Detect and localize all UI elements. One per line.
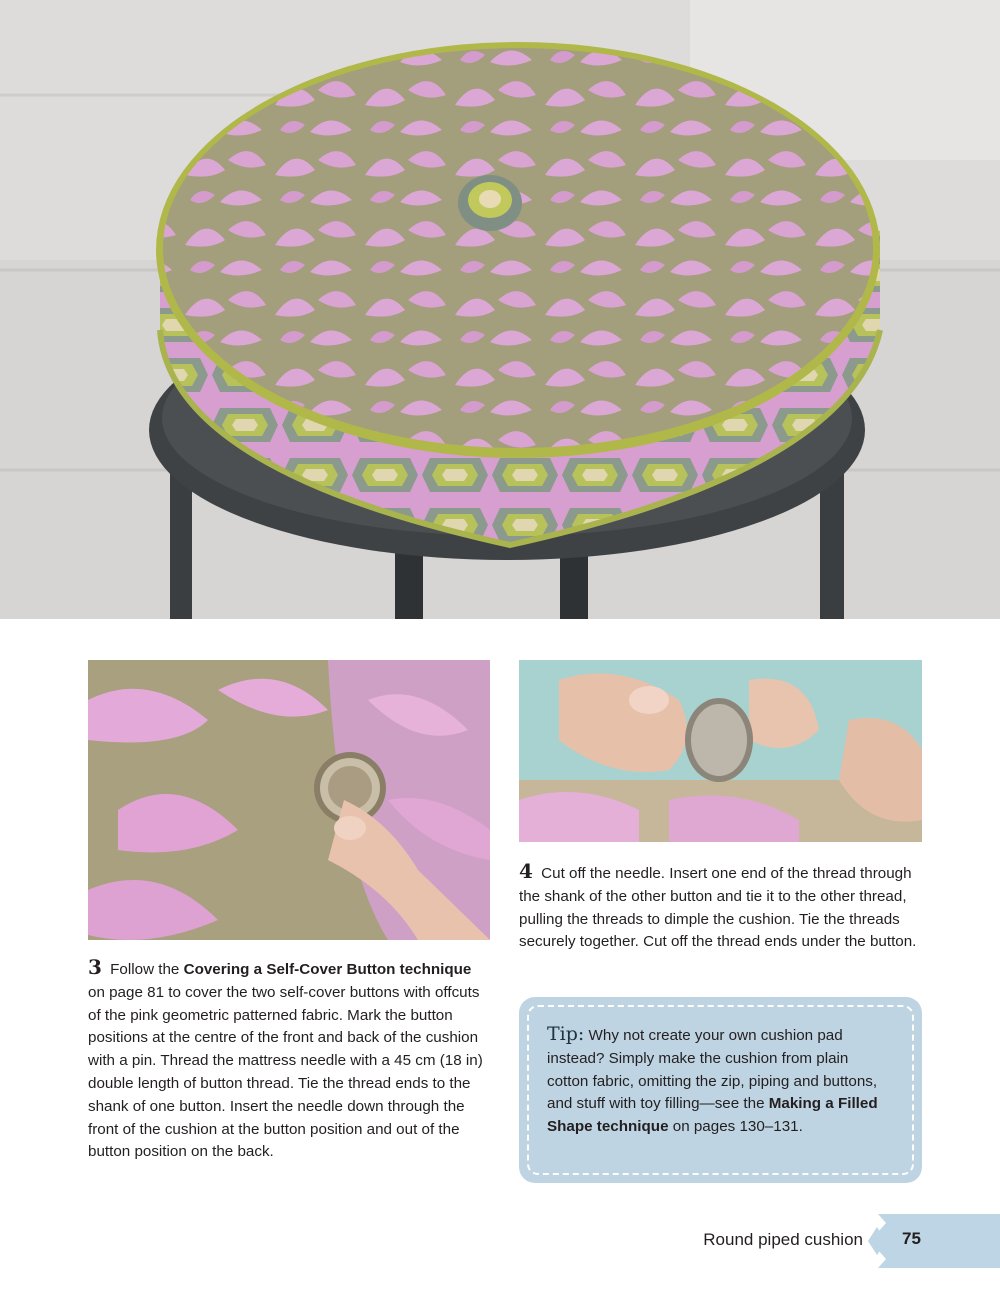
tip-label: Tip:: [547, 1023, 585, 1045]
step4-photo: [519, 660, 922, 842]
tying-thread-image: [519, 660, 922, 842]
step-4-instructions: [519, 860, 929, 954]
hero-photo: [0, 0, 1000, 619]
technique-reference: Covering a Self-Cover Button technique: [183, 961, 472, 978]
step-3-instructions: [88, 956, 490, 1164]
step-text: on page 81 to cover the two self-cover buttons with offcuts of the pink geometric patterned fabric. Mark the button positions at the centre of the front and back of the cushion with a pin. Thread the mattress needle with a 45 cm (18 in) double length of button thread. Tie the thread ends to the shank of one button. Insert the needle down through the front of the cushion at the button position and out of the button position on the back.: [88, 983, 483, 1161]
cushion-on-stool-image: [0, 0, 1000, 619]
page-number-tab: [868, 1214, 1000, 1268]
page-number: 75: [902, 1229, 921, 1248]
tip-text: [547, 1023, 887, 1139]
tip-body: Why not create your own cushion pad instead? Simply make the cushion from plain cotton fabric, omitting the zip, piping and buttons, and stuff with toy filling—see the: [547, 1027, 878, 1113]
chapter-title: Round piped cushion: [703, 1230, 863, 1249]
step-number: 4: [519, 859, 533, 883]
step-text: Cut off the needle. Insert one end of the thread through the shank of the other button and tie it to the other thread, pulling the threads to dimple the cushion. Tie the threads securely together. Cut off the thread ends under the button.: [519, 865, 917, 951]
step-number: 3: [88, 955, 102, 979]
sewing-button-image: [88, 660, 490, 940]
step3-photo: [88, 660, 490, 940]
step-text: Follow the: [110, 961, 184, 978]
technique-reference: Making a Filled Shape technique: [547, 1095, 878, 1136]
tip-body-end: on pages 130–131.: [668, 1118, 803, 1136]
tip-box: [519, 997, 922, 1183]
